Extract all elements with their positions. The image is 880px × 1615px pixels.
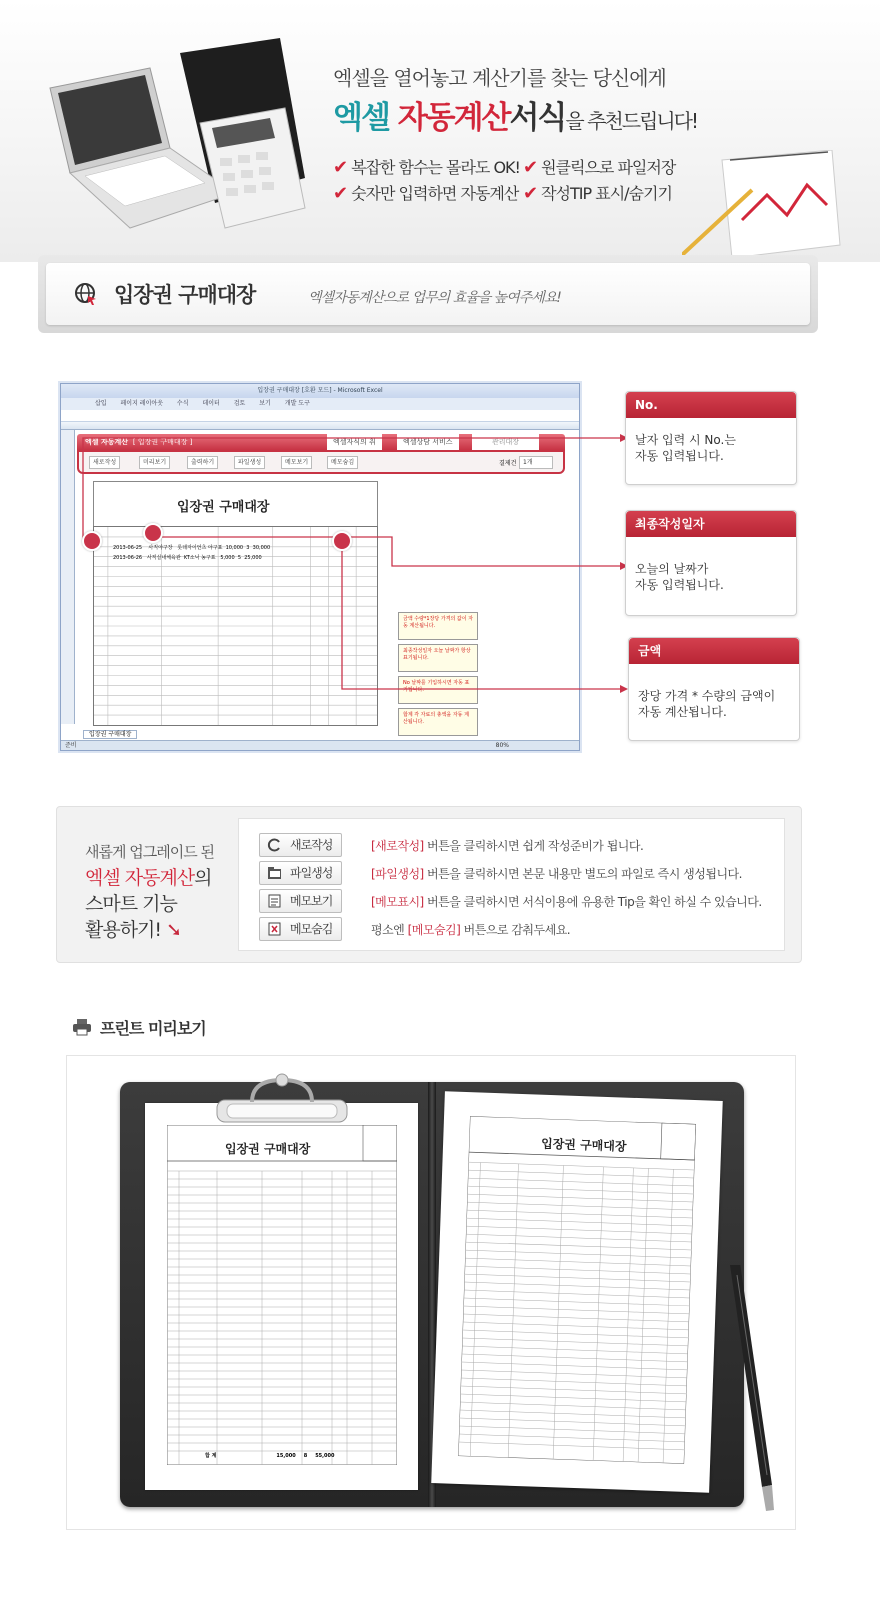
search-input[interactable]: 관리대장 [472, 434, 539, 450]
globe-icon [74, 282, 98, 306]
preview-page-right [431, 1091, 723, 1492]
document-title: 입장권 구매대장 [177, 500, 270, 515]
check-icon: ✔ [333, 157, 348, 178]
menu-item[interactable]: 데이터 [202, 400, 220, 407]
feature-row [259, 833, 779, 857]
feature-row [259, 917, 779, 941]
callout-text: 날자 입력 시 No.는 자동 입력됩니다. [635, 433, 736, 463]
callout-no [625, 391, 797, 485]
memo-note: 합계 각 자료의 총액을 자동 계산됩니다. [398, 708, 478, 736]
callout-last-date [625, 510, 797, 616]
feature-description: [메모표시] 버튼을 클릭하시면 서식이용에 유용한 Tip을 확인 하실 수 있습니다. [371, 895, 762, 909]
folder-icon [267, 866, 282, 880]
marker-dot [82, 531, 102, 551]
check-item: ✔ 작성TIP 표시/숨기기 [523, 183, 672, 204]
count-select[interactable]: 1개 [519, 456, 553, 469]
table-row: 2013-06-25 사직야구장 롯데자이언츠 야구표 10,000 3 30,000 [113, 545, 271, 551]
new-button[interactable]: 새로작성 [89, 456, 120, 469]
laptop-calculator-illustration [30, 28, 310, 233]
memo-note: 금액 수량*1장당 가격의 값이 자동 계산됩니다. [398, 612, 478, 640]
preview-doc-title: 입장권 구매대장 [225, 1142, 311, 1156]
smart-feature-box [56, 806, 802, 963]
notepad-chart-illustration [682, 150, 842, 260]
preview-doc-title: 입장권 구매대장 [540, 1136, 627, 1154]
memo-icon [267, 894, 282, 908]
menu-item[interactable]: 페이지 레이아웃 [120, 400, 163, 407]
callout-amount [628, 637, 800, 741]
page-title: 입장권 구매대장 [114, 283, 256, 307]
preview-button[interactable]: 미리보기 [139, 456, 170, 469]
binder-clip-icon [212, 1072, 352, 1127]
feature-heading: 새롭게 업그레이드 된 엑셀 자동계산의 스마트 기능 활용하기! ➘ [85, 843, 214, 941]
excel-titlebar: 입장권 구매대장 [호환 모드] - Microsoft Excel [61, 384, 579, 398]
refresh-icon [267, 838, 282, 852]
preview-total-row: 합 계 15,000 8 55,000 [205, 1453, 335, 1459]
hero-banner [0, 0, 880, 262]
marker-dot [332, 531, 352, 551]
new-button[interactable]: 새로작성 [259, 833, 342, 857]
check-icon: ✔ [333, 183, 348, 204]
memo-hide-button[interactable]: 메모숨김 [327, 456, 358, 469]
hero-title [333, 92, 697, 137]
feature-description: [파일생성] 버튼을 클릭하시면 본문 내용만 별도의 파일로 즉시 생성됩니다. [371, 867, 742, 881]
preview-page-left [145, 1103, 418, 1490]
check-item: ✔ 원클릭으로 파일저장 [523, 157, 676, 178]
feature-panel [238, 818, 785, 951]
feature-description: [새로작성] 버튼을 클릭하시면 쉽게 작성준비가 됩니다. [371, 839, 644, 853]
memo-hide-button[interactable]: 메모숨김 [259, 917, 342, 941]
menu-item[interactable]: 수식 [176, 400, 189, 407]
hero-title-form: 서식 [509, 100, 566, 136]
sheet-tab[interactable]: 입장권 구매대장 [83, 730, 137, 739]
section-title-box [38, 255, 818, 333]
marker-dot [143, 523, 163, 543]
preview-table-right [458, 1116, 696, 1464]
table-row: 2013-06-26 사직실내체육관 KT소닉 농구표 5,000 5 25,000 [113, 555, 262, 561]
callout-title: 최종작성일자 [626, 511, 796, 537]
status-bar: 준비 80% [61, 740, 579, 750]
ribbon-header: 엑셀 자동계산 [ 입장권 구매대장 ] 엑셀자식의 취 엑셀상담 서비스 관리대장 [77, 434, 565, 450]
callout-text: 오늘의 날짜가 자동 입력됩니다. [635, 562, 724, 592]
pen-icon [722, 1265, 782, 1515]
cursor-arrow-icon: ➘ [166, 919, 182, 941]
check-item: ✔ 복잡한 함수는 몰라도 OK! [333, 157, 520, 178]
preview-table-left [167, 1125, 397, 1465]
section-title-inner [46, 263, 810, 325]
check-icon: ✔ [523, 157, 538, 178]
feature-description: 평소엔 [메모숨김] 버튼으로 감춰두세요. [371, 923, 571, 937]
printer-icon [72, 1018, 92, 1036]
hero-title-excel: 엑셀 [333, 100, 398, 136]
memo-note: No 날짜를 기입하시면 자동 표기됩니다. [398, 676, 478, 704]
count-label: 결제건 [499, 460, 517, 467]
memo-show-button[interactable]: 메모보기 [259, 889, 342, 913]
memo-close-icon [267, 922, 282, 936]
file-create-button[interactable]: 파일생성 [234, 456, 265, 469]
hero-title-auto: 자동계산 [397, 100, 510, 136]
callout-title: No. [626, 392, 796, 418]
memo-show-button[interactable]: 메모보기 [281, 456, 312, 469]
ribbon-link[interactable]: 엑셀자식의 취 [327, 434, 382, 450]
menu-item[interactable]: 개발 도구 [284, 400, 310, 407]
hero-title-recommend: 을 추천드립니다! [565, 109, 698, 133]
print-button[interactable]: 출력하기 [187, 456, 218, 469]
feature-row [259, 861, 779, 885]
file-create-button[interactable]: 파일생성 [259, 861, 342, 885]
menu-item[interactable]: 검토 [233, 400, 246, 407]
menu-item[interactable]: 삽입 [95, 400, 107, 407]
callout-title: 금액 [629, 638, 799, 664]
ribbon-link[interactable]: 엑셀상담 서비스 [397, 434, 459, 450]
check-icon: ✔ [523, 183, 538, 204]
print-preview-title: 프린트 미리보기 [100, 1019, 206, 1038]
feature-row [259, 889, 779, 913]
callout-text: 장당 가격 * 수량의 금액이 자동 계산됩니다. [638, 689, 776, 719]
menu-item[interactable]: 보기 [259, 400, 271, 407]
check-item: ✔ 숫자만 입력하면 자동계산 [333, 183, 519, 204]
page-description: 엑셀자동계산으로 업무의 효율을 높여주세요! [308, 290, 561, 306]
memo-note: 최종작성일자 오늘 날짜가 항상 표기됩니다. [398, 644, 478, 672]
hero-subtitle: 엑셀을 열어놓고 계산기를 찾는 당신에게 [333, 66, 666, 90]
